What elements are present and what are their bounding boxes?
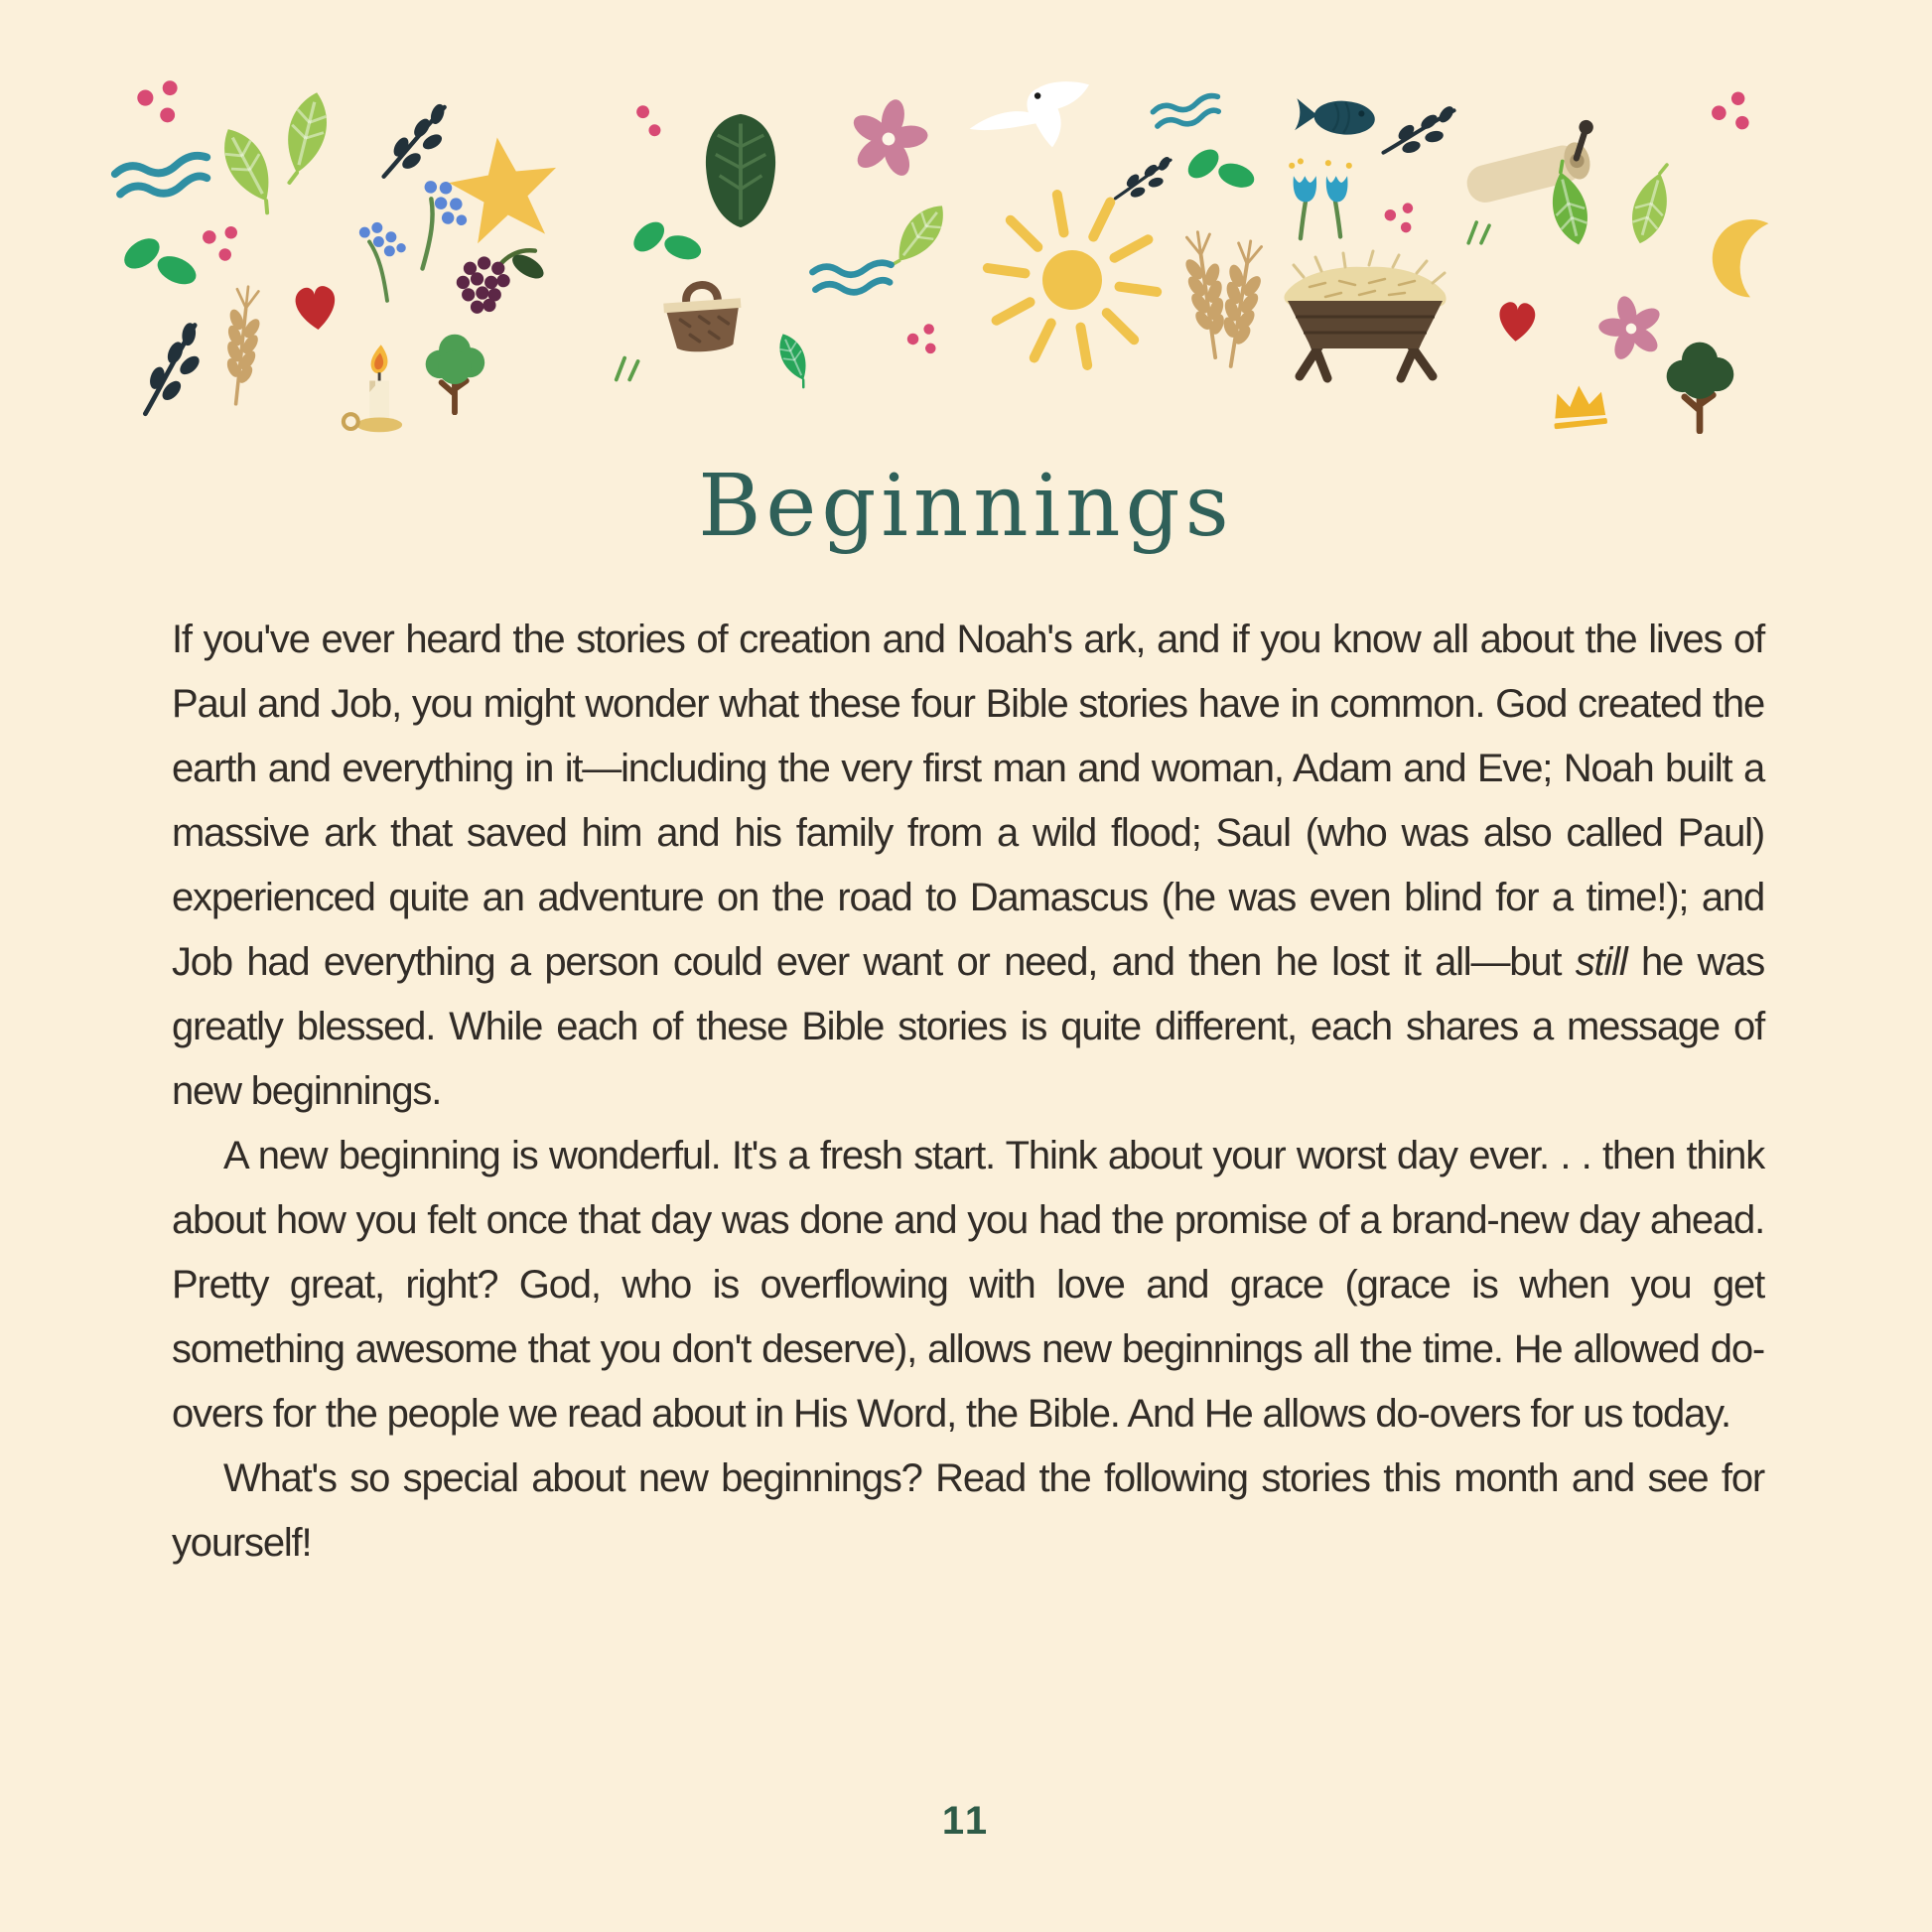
italic-text: still: [1575, 940, 1627, 984]
leafy-branch-icon: [112, 304, 228, 433]
star-icon: [437, 123, 573, 254]
manger-icon: [1270, 243, 1460, 384]
pink-dots-icon: [1378, 197, 1422, 244]
page-number: 11: [941, 1799, 991, 1843]
tulip-flowers-icon: [1273, 155, 1368, 242]
fish-icon: [1288, 86, 1383, 148]
chapter-title: Beginnings: [698, 457, 1234, 556]
heart-icon: [1487, 292, 1546, 347]
tree-icon: [1652, 335, 1747, 434]
dove-icon: [961, 77, 1105, 165]
pink-dots-icon: [188, 215, 251, 276]
candle-icon: [339, 343, 412, 442]
leaf-pair-icon: [624, 208, 709, 274]
leaf-pair-icon: [1180, 137, 1261, 201]
text-run: What's so special about new beginnings? Read the following stories this month and see for yourself!: [172, 1456, 1764, 1565]
crown-icon: [1541, 372, 1618, 439]
water-waves-icon: [808, 255, 896, 301]
tree-icon: [409, 328, 500, 415]
grass-icon: [605, 348, 646, 384]
leaf-icon: [262, 80, 350, 195]
decorative-illustration-band: [0, 0, 1932, 467]
pink-dots-icon: [123, 74, 195, 136]
grapes-icon: [443, 240, 550, 324]
basket-icon: [647, 265, 759, 363]
moon-icon: [1692, 206, 1793, 307]
heart-icon: [282, 275, 349, 337]
flower-icon: [834, 84, 942, 193]
paragraph: [172, 1124, 1764, 1447]
text-run: he was greatly blessed. While each of these Bible stories is quite different, each shares a message of new beginnings.: [172, 940, 1764, 1113]
article-text: [172, 608, 1764, 1576]
pink-dots-icon: [1697, 81, 1768, 151]
water-waves-icon: [104, 146, 219, 207]
text-run: If you've ever heard the stories of creation and Noah's ark, and if you know all about the lives of Paul and Job, you might wonder what these four Bible stories have in common. God created the earth and everything in it—including the very first man and woman, Adam and Eve; Noah built a massive ark that saved him and his family from a wild flood; Saul (who was also called Paul) experienced quite an adventure on the road to Damascus (he was even blind for a time!); and Job had everything a person could ever want or need, and then he lost it all—but: [172, 618, 1764, 984]
paragraph: [172, 1447, 1764, 1576]
pink-dots-icon: [897, 317, 951, 368]
grass-icon: [1456, 214, 1498, 246]
pink-dots-icon: [620, 92, 678, 151]
text-run: A new beginning is wonderful. It's a fresh start. Think about your worst day ever. . . then think about how you felt once that day was done and you had the promise of a brand-new day ahead. Pretty great, right? God, who is overflowing with love and grace (grace is when you get something awesome that you don't deserve), allows new beginnings all the time. He allowed do-overs for the people we read about in His Word, the Bible. And He allows do-overs for us today.: [172, 1134, 1764, 1436]
paragraph: [172, 608, 1764, 1124]
large-leaf-icon: [691, 108, 790, 233]
leaf-icon: [761, 323, 826, 397]
water-waves-icon: [1147, 85, 1225, 139]
